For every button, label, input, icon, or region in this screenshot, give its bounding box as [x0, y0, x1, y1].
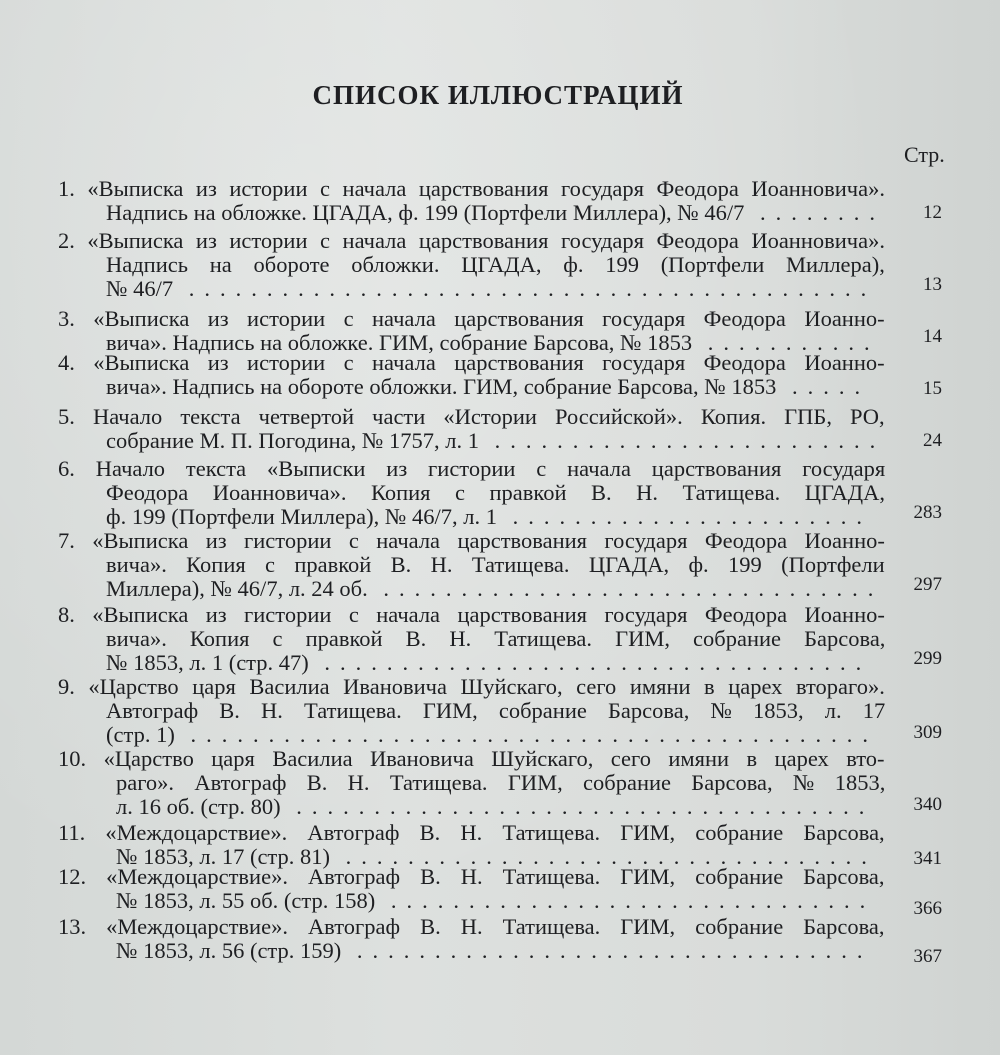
entry-number: 6.: [58, 456, 75, 481]
entry-text-line: вича». Надпись на обороте обложки. ГИМ, собрание Барсова, № 1853: [106, 374, 777, 399]
entry-text-line: Миллера), № 46/7, л. 24 об.: [106, 576, 368, 601]
entry-number: 11.: [58, 820, 86, 845]
leader-dots: .....: [776, 374, 871, 399]
entry-text-line: «Выписка из истории с начала царствования государя Феодора Иоанно-: [93, 306, 885, 331]
page-number: 13: [923, 274, 942, 295]
leader-dots: ................................: [367, 576, 884, 601]
entry-text-line: раго». Автограф В. Н. Татищева. ГИМ, собрание Барсова, № 1853,: [116, 770, 886, 795]
leader-dots: ............................................: [173, 276, 877, 301]
leader-dots: ..................................: [330, 844, 877, 869]
page-column-header: Стр.: [904, 142, 945, 167]
page-number: 12: [923, 202, 942, 223]
entry-text-line: № 46/7: [106, 276, 174, 301]
page-number: 24: [923, 430, 942, 451]
entry-number: 7.: [58, 528, 75, 553]
entry-text-line: Надпись на обороте обложки. ЦГАДА, ф. 199 (Портфели Миллера),: [106, 252, 885, 277]
leader-dots: .......................: [496, 504, 872, 529]
page-number: 15: [923, 378, 942, 399]
entry-number: 1.: [58, 176, 75, 201]
page-number: 309: [913, 722, 942, 743]
page-number: 283: [913, 502, 942, 523]
entry-text-line: Автограф В. Н. Татищева. ГИМ, собрание Барсова, № 1853, л. 17: [106, 698, 886, 723]
entry-text-line: «Междоцарствие». Автограф В. Н. Татищева. ГИМ, собрание Барсова,: [106, 914, 885, 939]
page-number: 297: [913, 574, 942, 595]
entry-text-line: ф. 199 (Портфели Миллера), № 46/7, л. 1: [106, 504, 497, 529]
entry-text-line: л. 16 об. (стр. 80): [116, 794, 281, 819]
leader-dots: ...............................: [375, 888, 876, 913]
entry-text-line: Феодора Иоанновича». Копия с правкой В. Н. Татищева. ЦГАДА,: [106, 480, 885, 505]
entry-text-line: вича». Копия с правкой В. Н. Татищева. ГИМ, собрание Барсова,: [106, 626, 886, 651]
entry-text-line: «Междоцарствие». Автограф В. Н. Татищева. ГИМ, собрание Барсова,: [105, 820, 885, 845]
entry-number: 12.: [58, 864, 87, 889]
entry-number: 10.: [58, 746, 87, 771]
page-title: СПИСОК ИЛЛЮСТРАЦИЙ: [312, 80, 684, 110]
leader-dots: .........................: [478, 428, 886, 453]
leader-dots: ............................................: [174, 722, 878, 747]
entry-text-line: № 1853, л. 17 (стр. 81): [116, 844, 331, 869]
entry-number: 2.: [58, 228, 75, 253]
leader-dots: ........: [744, 200, 886, 225]
entry-text-line: собрание М. П. Погодина, № 1757, л. 1: [106, 428, 479, 453]
entry-text-line: «Выписка из истории с начала царствования государя Феодора Иоанно-: [93, 350, 885, 375]
entry-number: 8.: [58, 602, 75, 627]
entry-number: 9.: [58, 674, 75, 699]
entry-number: 3.: [58, 306, 75, 331]
entry-text-line: Надпись на обложке. ЦГАДА, ф. 199 (Портфели Миллера), № 46/7: [106, 200, 745, 225]
page-number: 341: [913, 848, 942, 869]
entry-text-line: № 1853, л. 1 (стр. 47): [106, 650, 309, 675]
entry-text-line: «Царство царя Василиа Ивановича Шуйскаго, сего имяни в царех вто-: [103, 746, 885, 771]
entry-text-line: вича». Копия с правкой В. Н. Татищева. ЦГАДА, ф. 199 (Портфели: [106, 552, 885, 577]
entry-text-line: вича». Надпись на обложке. ГИМ, собрание Барсова, № 1853: [106, 330, 693, 355]
page-number: 299: [913, 648, 942, 669]
entry-number: 5.: [58, 404, 75, 429]
page-number: 367: [913, 946, 942, 967]
entry-text-line: Начало текста «Выписки из гистории с начала царствования государя: [95, 456, 886, 481]
entry-text-line: «Выписка из истории с начала царствования государя Феодора Иоанновича».: [87, 228, 885, 253]
entry-text-line: № 1853, л. 56 (стр. 159): [116, 938, 342, 963]
page-number: 340: [913, 794, 942, 815]
entry-text-line: Начало текста четвертой части «Истории Российской». Копия. ГПБ, РО,: [92, 404, 885, 429]
entry-text-line: «Междоцарствие». Автограф В. Н. Татищева. ГИМ, собрание Барсова,: [106, 864, 885, 889]
entry-number: 4.: [58, 350, 75, 375]
page-number: 366: [913, 898, 942, 919]
entry-text-line: № 1853, л. 55 об. (стр. 158): [116, 888, 376, 913]
leader-dots: .....................................: [280, 794, 875, 819]
leader-dots: .................................: [341, 938, 873, 963]
entry-text-line: «Выписка из истории с начала царствования государя Феодора Иоанновича».: [87, 176, 885, 201]
entry-text-line: «Царство царя Василиа Ивановича Шуйскаго, сего имяни в царех втораго».: [88, 674, 885, 699]
leader-dots: ...........: [692, 330, 880, 355]
entry-text-line: «Выписка из гистории с начала царствования государя Феодора Иоанно-: [92, 602, 885, 627]
entry-number: 13.: [58, 914, 87, 939]
entry-text-line: «Выписка из гистории с начала царствования государя Феодора Иоанно-: [92, 528, 885, 553]
leader-dots: ...................................: [308, 650, 872, 675]
page-number: 14: [923, 326, 942, 347]
entry-text-line: (стр. 1): [106, 722, 175, 747]
